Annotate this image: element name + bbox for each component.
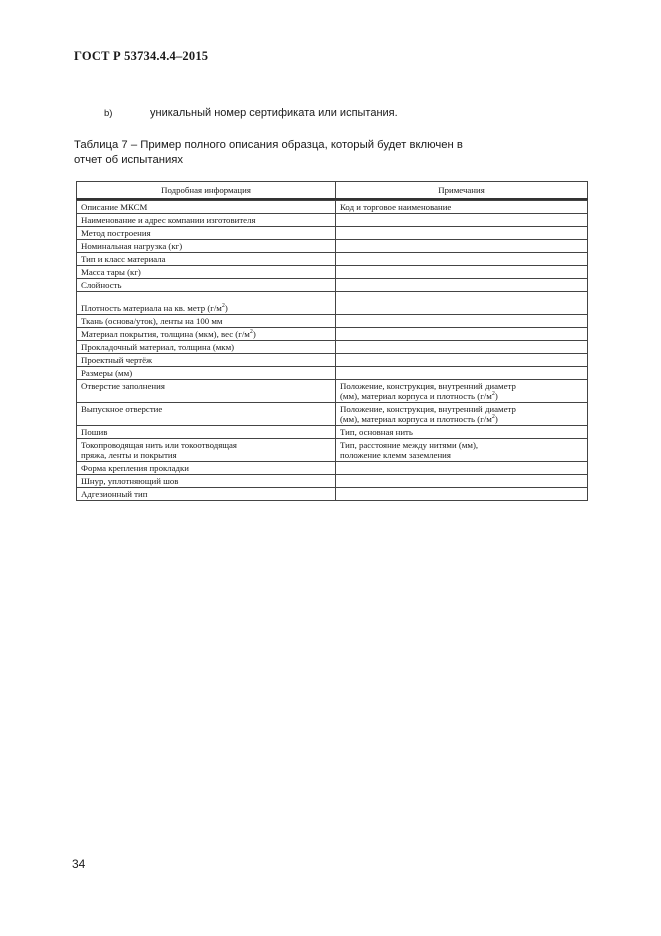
- table-row: [77, 341, 588, 354]
- document-code: ГОСТ Р 53734.4.4–2015: [74, 49, 209, 63]
- row-note: [336, 214, 588, 227]
- row-note: Положение, конструкция, внутренний диаметр (мм), материал корпуса и плотность $(г/м^2)$: [336, 380, 588, 403]
- row-note: [336, 279, 588, 292]
- row-note: [336, 227, 588, 240]
- row-label: Форма крепления прокладки: [77, 462, 336, 475]
- table-caption-line-2: отчет об испытаниях: [74, 154, 184, 166]
- row-note: Положение, конструкция, внутренний диаметр (мм), материал корпуса и плотность $(г/м^2)$: [336, 403, 588, 426]
- table-row: [77, 315, 588, 328]
- column-header-details: Подробная информация: [77, 182, 336, 200]
- table-row: [77, 227, 588, 240]
- row-note: [336, 266, 588, 279]
- table-row: [77, 354, 588, 367]
- row-note: [336, 367, 588, 380]
- row-label: Тип и класс материала: [77, 253, 336, 266]
- row-label: Токопроводящая нить или токоотводящая пряжа, ленты и покрытия: [77, 439, 336, 462]
- row-note: Тип, основная нить: [336, 426, 588, 439]
- table-row: [77, 328, 588, 341]
- table-row: [77, 367, 588, 380]
- row-note: [336, 341, 588, 354]
- list-marker: b): [104, 108, 113, 119]
- table-row: [77, 439, 588, 462]
- row-note: [336, 488, 588, 501]
- row-label: Пошив: [77, 426, 336, 439]
- table-row: [77, 214, 588, 227]
- table-row: [77, 201, 588, 214]
- row-note: [336, 475, 588, 488]
- row-note: Код и торговое наименование: [336, 201, 588, 214]
- row-label: Отверстие заполнения: [77, 380, 336, 403]
- specimen-description-table: [76, 181, 588, 501]
- row-note: [336, 462, 588, 475]
- row-label: Наименование и адрес компании изготовителя: [77, 214, 336, 227]
- row-label: Плотность материала на кв. метр $(г/м^2)$: [77, 292, 336, 315]
- row-note: [336, 354, 588, 367]
- list-item-text: уникальный номер сертификата или испытания.: [150, 107, 398, 119]
- row-note: [336, 240, 588, 253]
- row-label: Материал покрытия, толщина (мкм), вес $(г/м^2)$: [77, 328, 336, 341]
- row-label: Прокладочный материал, толщина (мкм): [77, 341, 336, 354]
- table-header-row: [77, 182, 588, 200]
- row-label: Размеры (мм): [77, 367, 336, 380]
- row-label: Проектный чертёж: [77, 354, 336, 367]
- table-caption-line-1: Таблица 7 – Пример полного описания образца, который будет включен в: [74, 139, 463, 151]
- table-row: [77, 253, 588, 266]
- row-label: Масса тары (кг): [77, 266, 336, 279]
- table-row: [77, 475, 588, 488]
- page-number: 34: [72, 857, 86, 871]
- table-row: [77, 266, 588, 279]
- table-row: [77, 240, 588, 253]
- row-label: Шнур, уплотняющий шов: [77, 475, 336, 488]
- table-row: [77, 403, 588, 426]
- table-row: [77, 426, 588, 439]
- row-note: [336, 315, 588, 328]
- table-row: [77, 292, 588, 315]
- row-label: Слойность: [77, 279, 336, 292]
- table-caption: [74, 138, 534, 168]
- row-label: Метод построения: [77, 227, 336, 240]
- table-row: [77, 488, 588, 501]
- row-note: Тип, расстояние между нитями (мм), положение клемм заземления: [336, 439, 588, 462]
- row-label: Адгезионный тип: [77, 488, 336, 501]
- row-note: [336, 292, 588, 315]
- row-note: [336, 328, 588, 341]
- table-row: [77, 279, 588, 292]
- row-label: Выпускное отверстие: [77, 403, 336, 426]
- row-label: Номинальная нагрузка (кг): [77, 240, 336, 253]
- row-note: [336, 253, 588, 266]
- table-row: [77, 462, 588, 475]
- list-item-b: [104, 107, 398, 119]
- column-header-notes: Примечания: [336, 182, 588, 200]
- row-label: Описание МКСМ: [77, 201, 336, 214]
- row-label: Ткань (основа/уток), ленты на 100 мм: [77, 315, 336, 328]
- table-row: [77, 380, 588, 403]
